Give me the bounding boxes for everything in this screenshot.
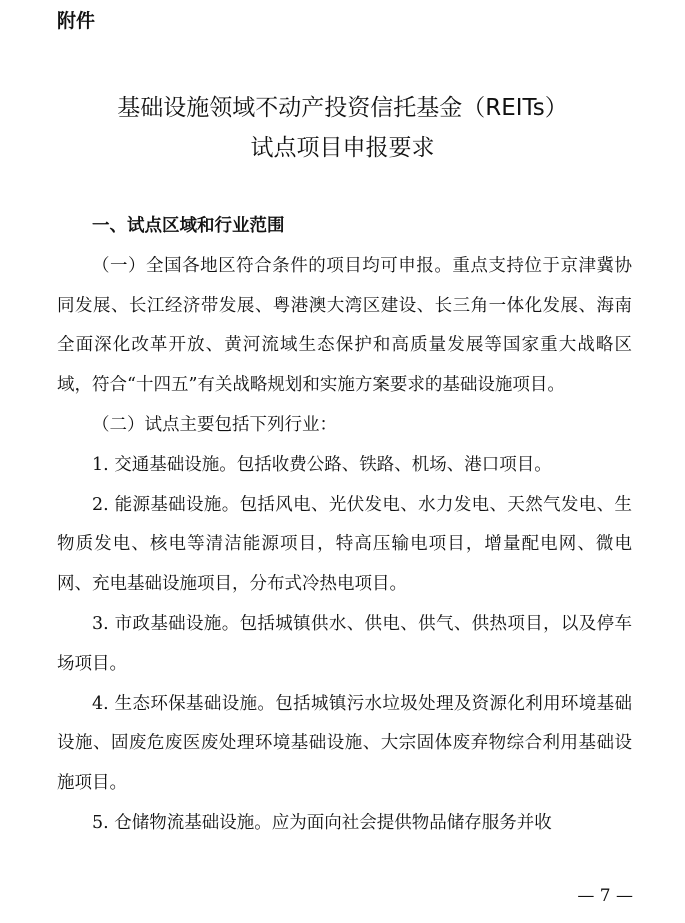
page-number: — 7 — bbox=[577, 886, 633, 906]
title-line-1: 基础设施领域不动产投资信托基金（REITs） bbox=[117, 95, 568, 121]
list-item-energy: 2. 能源基础设施。包括风电、光伏发电、水力发电、天然气发电、生物质发电、核电等清洁能源项目，特高压输电项目，增量配电网、微电网、充电基础设施项目，分布式冷热电项目。 bbox=[57, 494, 632, 595]
list-item-municipal: 3. 市政基础设施。包括城镇供水、供电、供气、供热项目，以及停车场项目。 bbox=[57, 613, 632, 674]
section-heading: 一、试点区域和行业范围 bbox=[92, 216, 285, 236]
document-body bbox=[57, 207, 632, 844]
paragraph-regions: （一）全国各地区符合条件的项目均可申报。重点支持位于京津冀协同发展、长江经济带发展、粤港澳大湾区建设、长三角一体化发展、海南全面深化改革开放、黄河流域生态保护和高质量发展等国家重大战略区域，符合“十四五”有关战略规划和实施方案要求的基础设施项目。 bbox=[57, 255, 632, 396]
document-title bbox=[0, 88, 685, 168]
attachment-label: 附件 bbox=[57, 10, 96, 32]
title-line-2: 试点项目申报要求 bbox=[250, 135, 435, 161]
list-item-transport: 1. 交通基础设施。包括收费公路、铁路、机场、港口项目。 bbox=[92, 454, 552, 475]
paragraph-industries-intro: （二）试点主要包括下列行业： bbox=[92, 414, 337, 435]
list-item-logistics: 5. 仓储物流基础设施。应为面向社会提供物品储存服务并收 bbox=[92, 812, 552, 833]
list-item-environmental: 4. 生态环保基础设施。包括城镇污水垃圾处理及资源化利用环境基础设施、固废危废医废处理环境基础设施、大宗固体废弃物综合利用基础设施项目。 bbox=[57, 693, 632, 794]
